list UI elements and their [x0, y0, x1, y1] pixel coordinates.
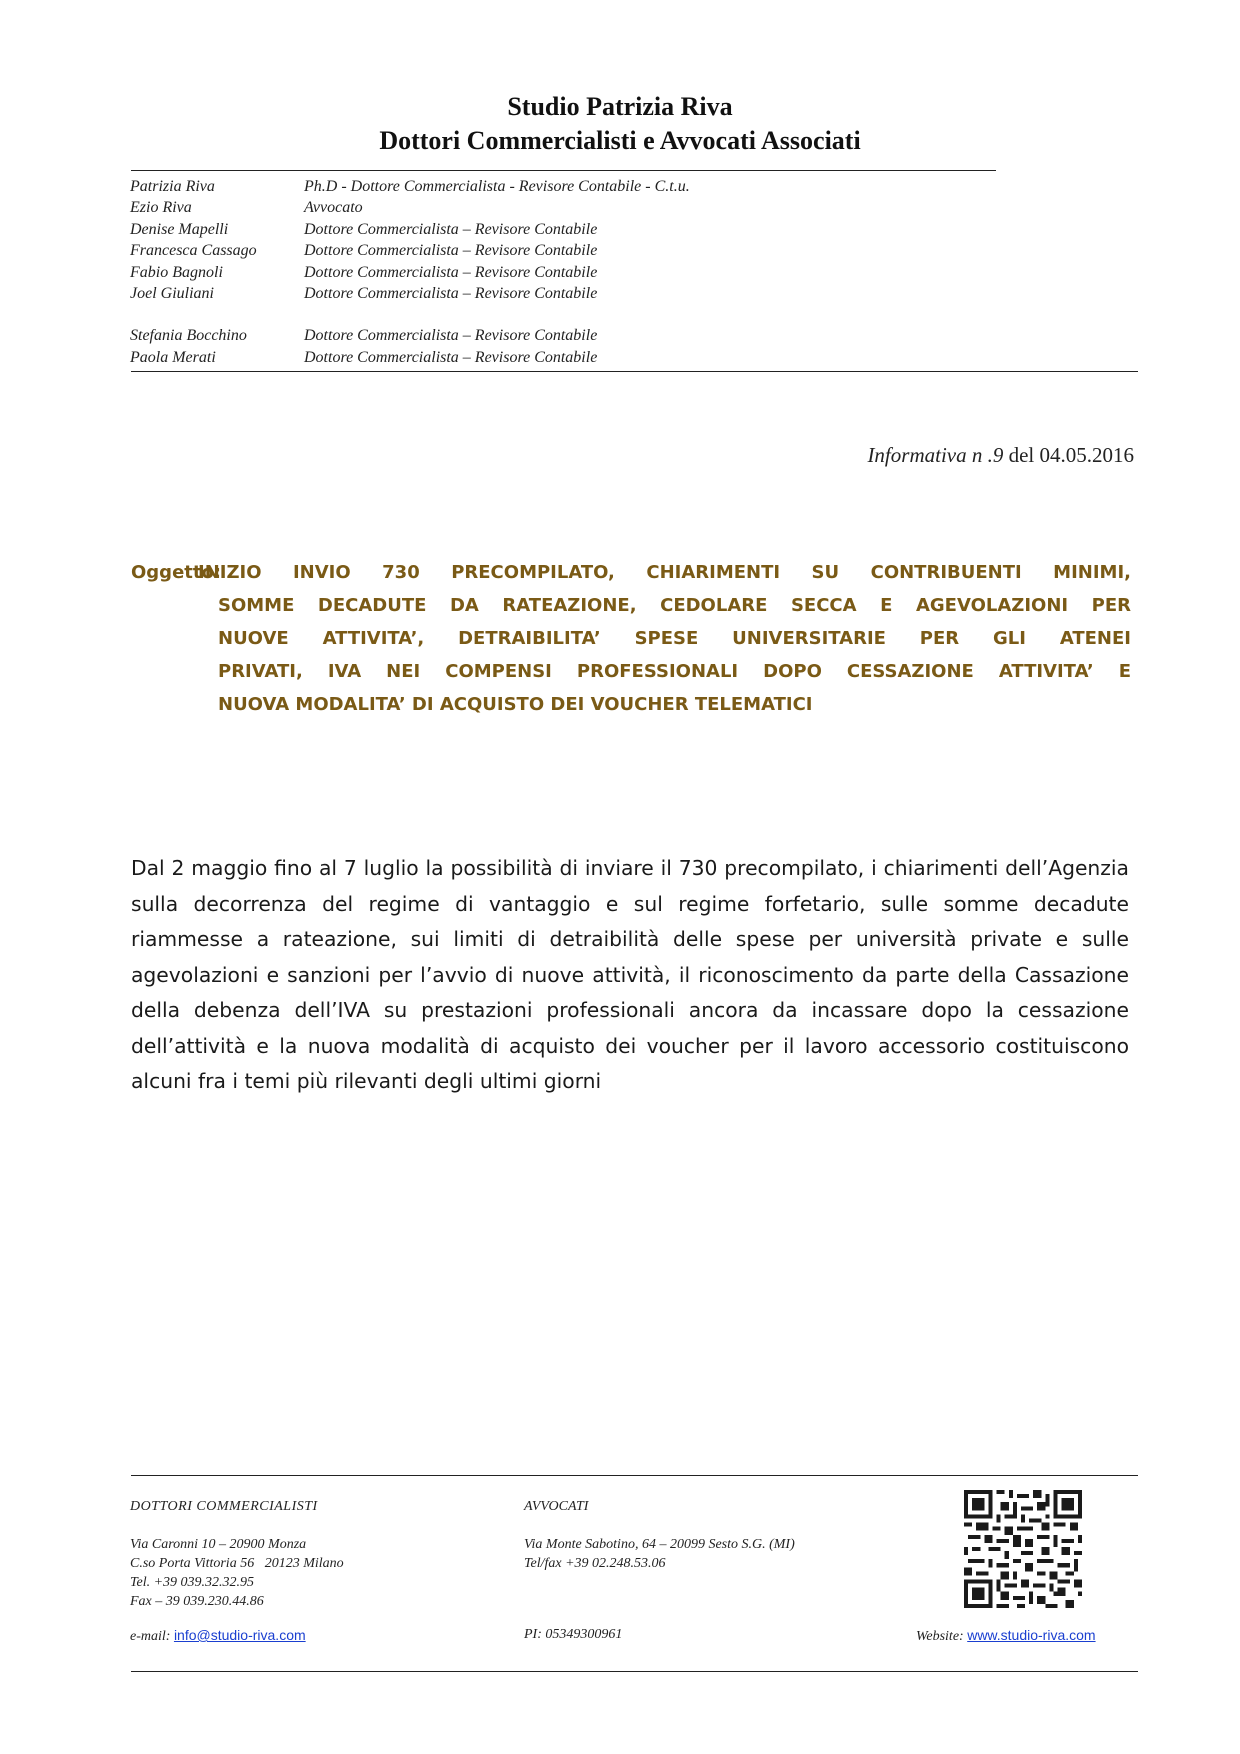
subject-line: NUOVE ATTIVITA’, DETRAIBILITA’ SPESE UNIVERSITARIE PER GLI ATENEI: [218, 628, 1131, 649]
footer-avvocati: [524, 1497, 795, 1573]
staff-role: Dottore Commercialista – Revisore Contabile: [304, 327, 598, 345]
subject-line: INIZIO INVIO 730 PRECOMPILATO, CHIARIMENTI SU CONTRIBUENTI MINIMI,: [198, 562, 1131, 583]
staff-name: Ezio Riva: [130, 199, 192, 217]
firm-name: Studio Patrizia Riva: [507, 92, 733, 121]
header-rule-bottom: [131, 371, 1138, 372]
subject-line: NUOVA MODALITA’ DI ACQUISTO DEI VOUCHER TELEMATICI: [218, 694, 813, 715]
firm-subtitle: Dottori Commercialisti e Avvocati Associati: [379, 126, 861, 155]
footer-rule-bottom: [131, 1671, 1138, 1672]
staff-role: Dottore Commercialista – Revisore Contabile: [304, 263, 598, 281]
staff-row: [130, 325, 690, 346]
subject-line: SOMME DECADUTE DA RATEAZIONE, CEDOLARE SECCA E AGEVOLAZIONI PER: [218, 595, 1131, 616]
commercialisti-line: Fax – 39 039.230.44.86: [130, 1594, 264, 1609]
informativa-date: del 04.05.2016: [1008, 443, 1134, 467]
website-link[interactable]: www.studio-riva.com: [967, 1627, 1096, 1643]
avvocati-line: Via Monte Sabotino, 64 – 20099 Sesto S.G. (MI): [524, 1537, 795, 1552]
avvocati-line: Tel/fax +39 02.248.53.06: [524, 1556, 666, 1571]
staff-name: Stefania Bocchino: [130, 327, 247, 345]
staff-role: Ph.D - Dottore Commercialista - Revisore Contabile - C.t.u.: [304, 178, 690, 195]
qr-code-icon: [958, 1490, 1088, 1608]
email-link[interactable]: info@studio-riva.com: [173, 1627, 306, 1643]
subject-label: Oggetto:: [131, 562, 222, 583]
informativa-line: [867, 443, 1134, 468]
footer-email: [130, 1627, 306, 1645]
staff-role: Dottore Commercialista – Revisore Contabile: [304, 242, 598, 260]
staff-name: Denise Mapelli: [130, 220, 229, 238]
staff-row: [130, 197, 690, 218]
staff-role: Avvocato: [304, 199, 363, 217]
header-rule-top: [131, 170, 996, 171]
staff-role: Dottore Commercialista – Revisore Contabile: [304, 348, 598, 366]
subject-line: PRIVATI, IVA NEI COMPENSI PROFESSIONALI DOPO CESSAZIONE ATTIVITA’ E: [218, 661, 1131, 682]
commercialisti-line: Via Caronni 10 – 20900 Monza: [130, 1537, 307, 1552]
staff-name: Paola Merati: [130, 348, 216, 366]
commercialisti-line: C.so Porta Vittoria 56 20123 Milano: [130, 1556, 344, 1571]
informativa-number: Informativa n .9: [867, 443, 1004, 467]
body-paragraph: Dal 2 maggio fino al 7 luglio la possibilità di inviare il 730 precompilato, i chiarimenti dell’Agenzia sulla decorrenza del regime di vantaggio e sul regime forfetario, sulle somme decadute riammesse a rateazione, sui limiti di detraibilità delle spese per università private e sulle agevolazioni e sanzioni per l’avvio di nuove attività, il riconoscimento da parte della Cassazione della debenza dell’IVA su prestazioni professionali ancora da incassare dopo la cessazione dell’attività e la nuova modalità di acquisto dei voucher per il lavoro accessorio costituiscono alcuni fra i temi più rilevanti degli ultimi giorni: [131, 856, 1129, 1093]
email-label: e-mail:: [130, 1629, 171, 1644]
footer-commercialisti: [130, 1497, 344, 1611]
footer-website: [916, 1627, 1096, 1645]
staff-row: [130, 240, 690, 261]
staff-role: Dottore Commercialista – Revisore Contabile: [304, 220, 598, 238]
staff-list: [130, 176, 690, 368]
staff-row: [130, 219, 690, 240]
staff-name: Joel Giuliani: [130, 285, 214, 303]
staff-row: [130, 283, 690, 304]
footer-rule-top: [131, 1475, 1138, 1476]
staff-row: [130, 176, 690, 197]
staff-name: Patrizia Riva: [130, 178, 215, 195]
staff-name: Francesca Cassago: [130, 242, 257, 260]
staff-role: Dottore Commercialista – Revisore Contabile: [304, 285, 598, 303]
avvocati-heading: AVVOCATI: [524, 1499, 589, 1514]
staff-row: [130, 347, 690, 368]
website-label: Website:: [916, 1629, 964, 1644]
staff-name: Fabio Bagnoli: [130, 263, 223, 281]
staff-row: [130, 262, 690, 283]
commercialisti-line: Tel. +39 039.32.32.95: [130, 1575, 255, 1590]
commercialisti-heading: DOTTORI COMMERCIALISTI: [130, 1499, 318, 1514]
footer-pi: PI: 05349300961: [524, 1627, 623, 1642]
